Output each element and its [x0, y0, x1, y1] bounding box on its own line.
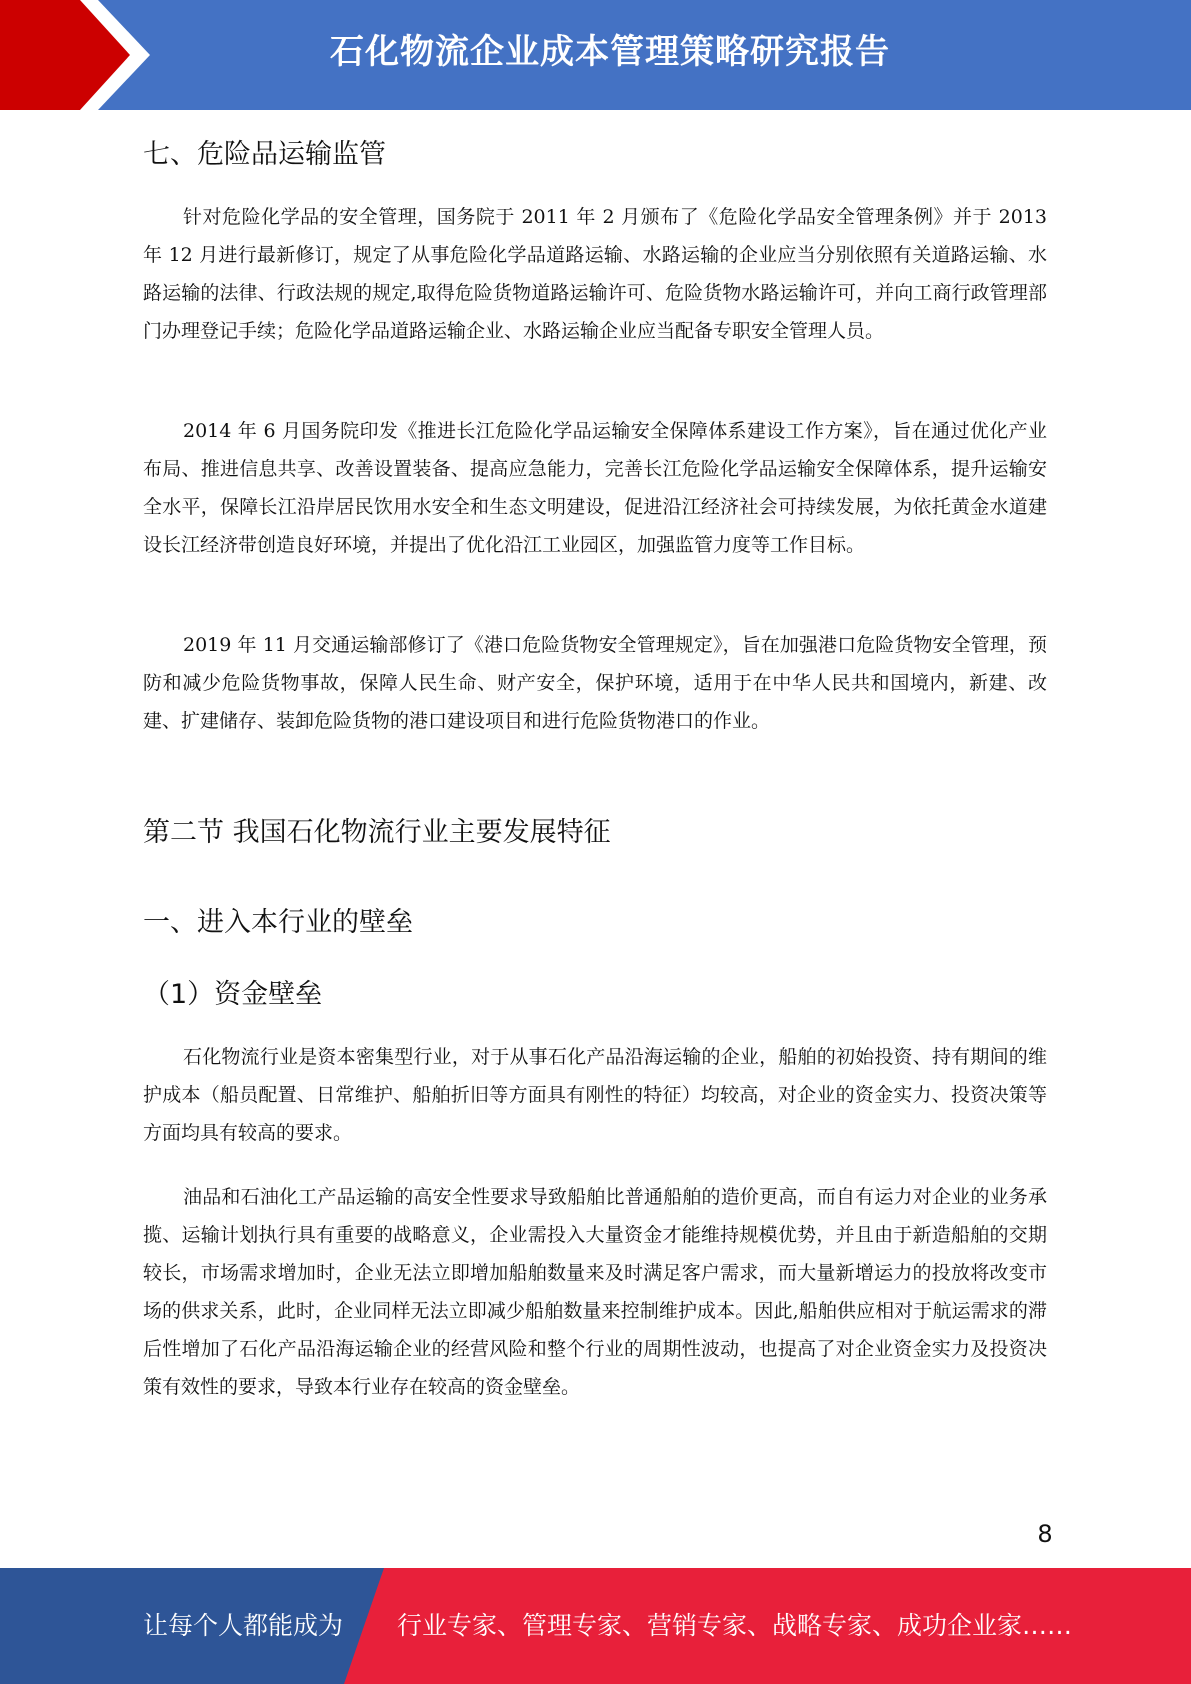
- paragraph: 2019 年 11 月交通运输部修订了《港口危险货物安全管理规定》，旨在加强港口危险货物安全管理，预防和减少危险货物事故，保障人民生命、财产安全，保护环境，适用于在中华人民共和国境内，新建、改建、扩建储存、装卸危险货物的港口建设项目和进行危险货物港口的作业。: [143, 634, 1047, 732]
- header-arrow-decoration: [0, 0, 150, 110]
- subsection-heading: （1）资金壁垒: [143, 979, 323, 1010]
- page-header: [0, 0, 1191, 110]
- document-title: 石化物流企业成本管理策略研究报告: [330, 32, 890, 72]
- page-footer: [0, 1568, 1191, 1684]
- section-heading-7: 七、危险品运输监管: [143, 139, 386, 170]
- paragraph: 2014 年 6 月国务院印发《推进长江危险化学品运输安全保障体系建设工作方案》，旨在通过优化产业布局、推进信息共享、改善设置装备、提高应急能力，完善长江危险化学品运输安全保障体系，提升运输安全水平，保障长江沿岸居民饮用水安全和生态文明建设，促进沿江经济社会可持续发展，为依托黄金水道建设长江经济带创造良好环境，并提出了优化沿江工业园区，加强监管力度等工作目标。: [143, 420, 1047, 556]
- paragraph: 石化物流行业是资本密集型行业，对于从事石化产品沿海运输的企业，船舶的初始投资、持有期间的维护成本（船员配置、日常维护、船舶折旧等方面具有刚性的特征）均较高，对企业的资金实力、投资决策等方面均具有较高的要求。: [143, 1046, 1047, 1144]
- footer-slogan-left: 让每个人都能成为: [143, 1611, 344, 1640]
- paragraph: 油品和石油化工产品运输的高安全性要求导致船舶比普通船舶的造价更高，而自有运力对企业的业务承揽、运输计划执行具有重要的战略意义，企业需投入大量资金才能维持规模优势，并且由于新造船舶的交期较长，市场需求增加时，企业无法立即增加船舶数量来及时满足客户需求，而大量新增运力的投放将改变市场的供求关系，此时，企业同样无法立即减少船舶数量来控制维护成本。因此,船舶供应相对于航运需求的滞后性增加了石化产品沿海运输企业的经营风险和整个行业的周期性波动，也提高了对企业资金实力及投资决策有效性的要求，导致本行业存在较高的资金壁垒。: [143, 1186, 1047, 1398]
- page-number: 8: [1037, 1520, 1053, 1548]
- paragraph: 针对危险化学品的安全管理，国务院于 2011 年 2 月颁布了《危险化学品安全管理条例》并于 2013 年 12 月进行最新修订，规定了从事危险化学品道路运输、水路运输的企业应当分别依照有关道路运输、水路运输的法律、行政法规的规定,取得危险货物道路运输许可、危险货物水路运输许可，并向工商行政管理部门办理登记手续；危险化学品道路运输企业、水路运输企业应当配备专职安全管理人员。: [143, 206, 1047, 342]
- footer-slogan-right: 行业专家、管理专家、营销专家、战略专家、成功企业家……: [397, 1611, 1073, 1640]
- section-heading-1: 一、进入本行业的壁垒: [143, 907, 413, 938]
- chapter-heading: 第二节 我国石化物流行业主要发展特征: [143, 817, 611, 848]
